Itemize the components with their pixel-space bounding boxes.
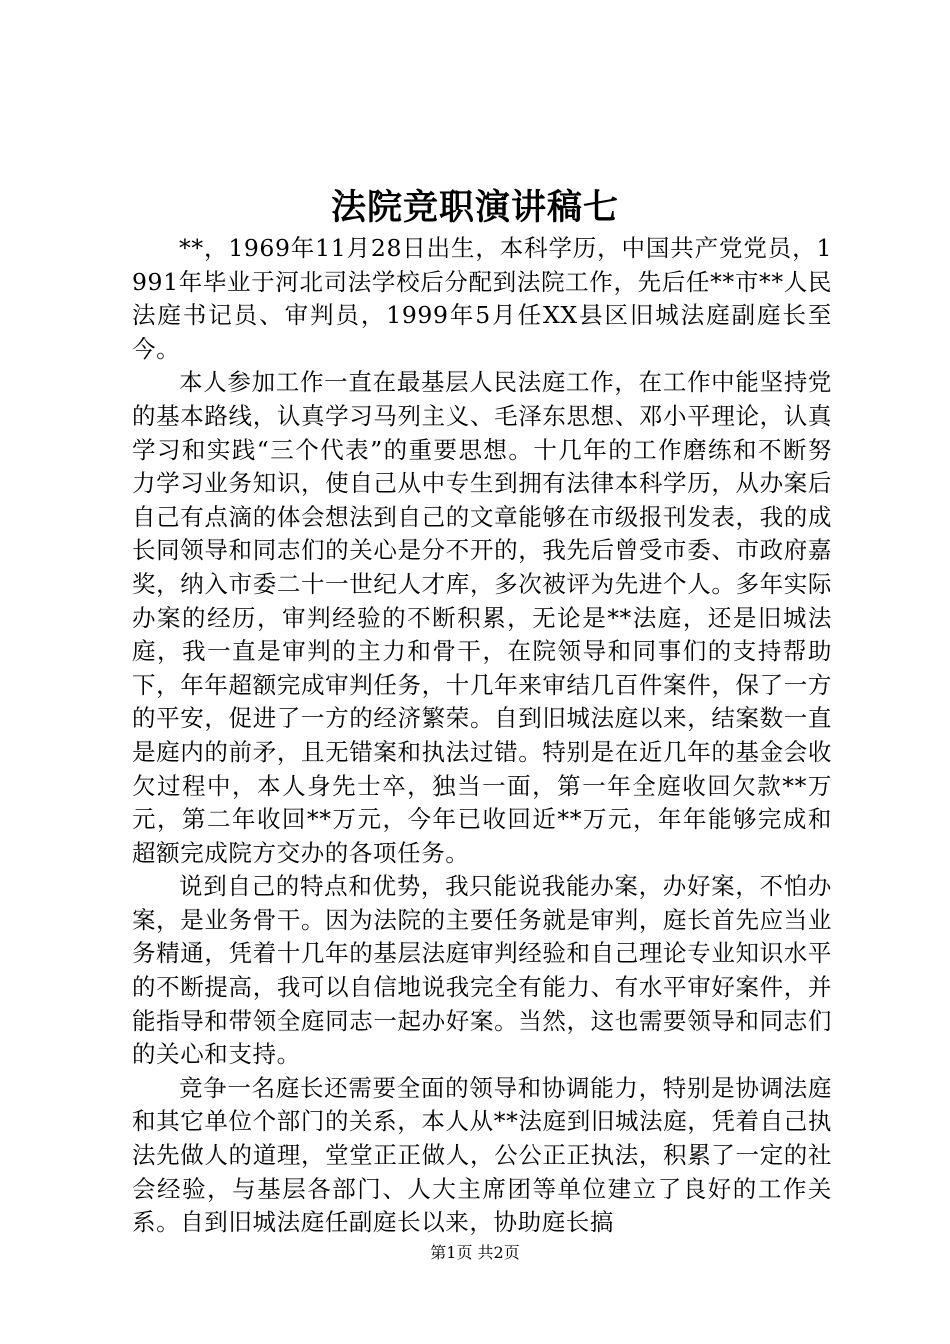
paragraph-work-experience: 本人参加工作一直在最基层人民法庭工作，在工作中能坚持党的基本路线，认真学习马列主义、毛泽东思想、邓小平理论，认真学习和实践“三个代表”的重要思想。十几年的工作磨练和不断努力学习业务知识，使自己从中专生到拥有法律本科学历，从办案后自己有点滴的体会想法到自己的文章能够在市级报刊发表，我的成长同领导和同志们的关心是分不开的，我先后曾受市委、市政府嘉奖，纳入市委二十一世纪人才库，多次被评为先进个人。多年实际办案的经历，审判经验的不断积累，无论是**法庭，还是旧城法庭，我一直是审判的主力和骨干，在院领导和同事们的支持帮助下，年年超额完成审判任务，十几年来审结几百件案件，保了一方的平安，促进了一方的经济繁荣。自到旧城法庭以来，结案数一直是庭内的前矛，且无错案和执法过错。特别是在近几年的基金会收欠过程中，本人身先士卒，独当一面，第一年全庭收回欠款**万元，第二年收回**万元，今年已收回近**万元，年年能够完成和超额完成院方交办的各项任务。 xyxy=(132,368,832,867)
page-footer: 第1页 共2页 xyxy=(430,1243,520,1262)
document-body xyxy=(132,232,832,1240)
page-title: 法院竞职演讲稿七 xyxy=(330,187,619,228)
paragraph-personal-info: **，1969年11月28日出生，本科学历，中国共产党党员，1991年毕业于河北司法学校后分配到法院工作，先后任**市**人民法庭书记员、审判员，1999年5月任XX县区旧城法庭副庭长至今。 xyxy=(132,234,832,363)
paragraph-strengths: 说到自己的特点和优势，我只能说我能办案，办好案，不怕办案，是业务骨干。因为法院的主要任务就是审判，庭长首先应当业务精通，凭着十几年的基层法庭审判经验和自己理论专业知识水平的不断提高，我可以自信地说我完全有能力、有水平审好案件，并能指导和带领全庭同志一起办好案。当然，这也需要领导和同志们的关心和支持。 xyxy=(132,872,832,1069)
paragraph-leadership: 竞争一名庭长还需要全面的领导和协调能力，特别是协调法庭和其它单位个部门的关系，本人从**法庭到旧城法庭，凭着自己执法先做人的道理，堂堂正正做人，公公正正执法，积累了一定的社会经验，与基层各部门、人大主席团等单位建立了良好的工作关系。自到旧城法庭任副庭长以来，协助庭长搞 xyxy=(132,1073,832,1237)
